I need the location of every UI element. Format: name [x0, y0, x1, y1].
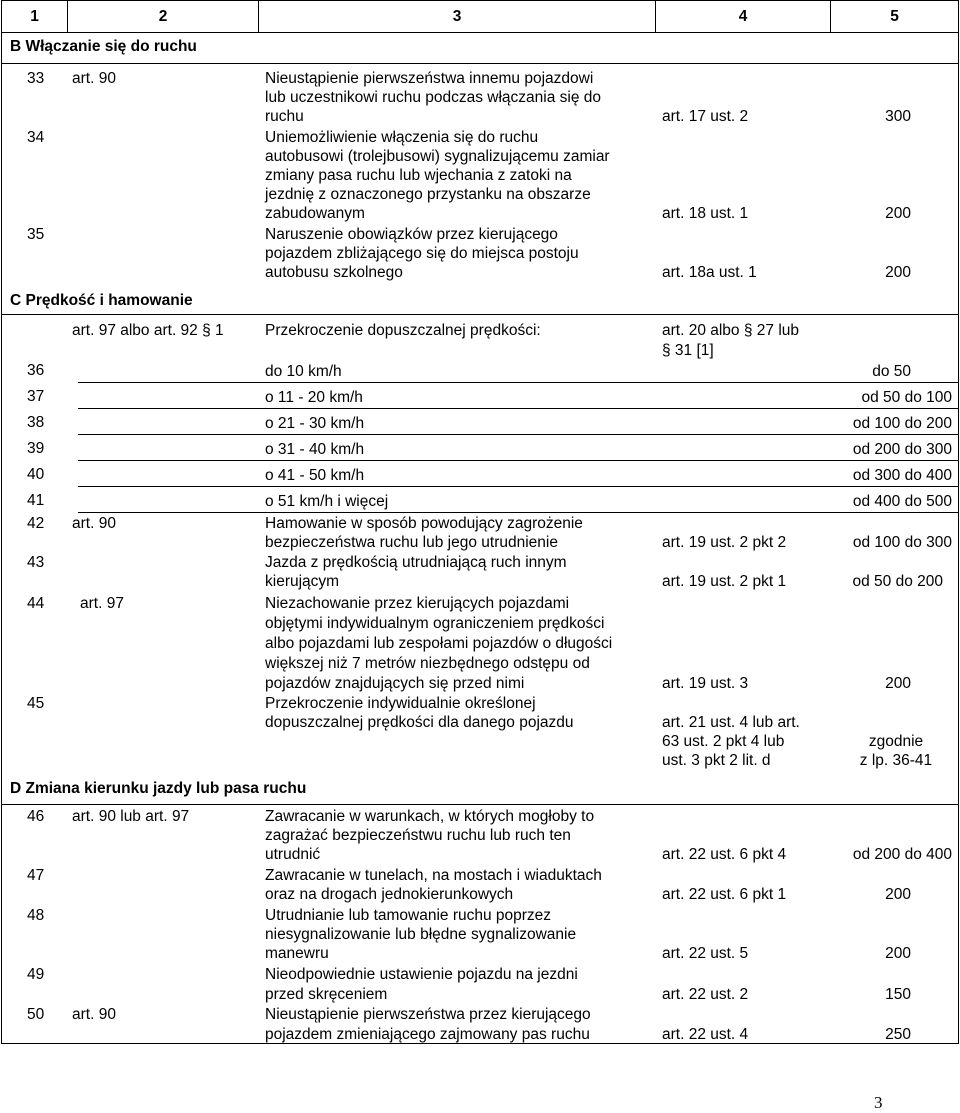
header-bottom-line [1, 32, 959, 33]
fine-amount: od 100 do 200 [852, 415, 952, 432]
legal-reference: art. 20 albo § 27 lub [662, 322, 800, 339]
row-number: 50 [27, 1006, 45, 1023]
fine-amount: od 200 do 400 [852, 846, 952, 863]
row-number: 35 [27, 226, 45, 243]
description-line: dopuszczalnej prędkości dla danego pojazdu [265, 714, 574, 731]
fine-amount: od 300 do 400 [852, 467, 952, 484]
legal-reference: art. 19 ust. 2 pkt 1 [662, 573, 787, 590]
article: art. 90 lub art. 97 [72, 808, 190, 825]
description-line: autobusowi (trolejbusowi) sygnalizującemu zamiar [265, 148, 610, 165]
description-line: Jazda z prędkością utrudniającą ruch innym [265, 554, 567, 571]
description-line: albo pojazdami lub zespołami pojazdów o długości [265, 635, 613, 652]
fine-amount: 150 [885, 986, 911, 1003]
speed-range: o 51 km/h i więcej [265, 493, 389, 510]
description-line: pojazdów znajdujących się przed nimi [265, 675, 525, 692]
description-line: lub uczestnikowi ruchu podczas włączania się do [265, 89, 602, 106]
description-line: Nieustąpienie pierwszeństwa przez kierującego [265, 1006, 591, 1023]
fine-amount: do 50 [872, 363, 911, 380]
description-line: pojazdem zbliżającego się do miejsca postoju [265, 245, 579, 262]
row-number: 42 [27, 515, 45, 532]
row-number: 48 [27, 907, 45, 924]
fine-amount: od 100 do 300 [852, 534, 952, 551]
legal-reference: art. 19 ust. 2 pkt 2 [662, 534, 787, 551]
section-d-line [1, 804, 959, 805]
speed-row-line-2 [78, 408, 958, 409]
speed-range: o 21 - 30 km/h [265, 415, 365, 432]
speed-row-line-5 [78, 486, 958, 487]
border-left [1, 0, 2, 1044]
border-right [958, 0, 959, 1044]
fine-amount: zgodnie [868, 733, 924, 750]
row-number: 36 [27, 362, 45, 379]
description-line: zmiany pasa ruchu lub wjechania z zatoki na [265, 167, 572, 184]
legal-reference: art. 22 ust. 2 [662, 986, 749, 1003]
fine-amount: od 400 do 500 [852, 493, 952, 510]
speed-range: do 10 km/h [265, 363, 342, 380]
description-line: manewru [265, 945, 329, 962]
header-col-4: 4 [738, 8, 748, 25]
fine-amount: 300 [885, 108, 911, 125]
row-number: 34 [27, 129, 45, 146]
description-line: Uniemożliwienie włączenia się do ruchu [265, 129, 539, 146]
legal-reference: § 31 [1] [662, 342, 714, 359]
description-line: Niezachowanie przez kierujących pojazdami [265, 595, 570, 612]
legal-reference: art. 18a ust. 1 [662, 264, 757, 281]
article: art. 97 albo art. 92 § 1 [72, 322, 224, 339]
description-line: Przekroczenie indywidualnie określonej [265, 695, 536, 712]
description-line: Hamowanie w sposób powodujący zagrożenie [265, 515, 583, 532]
description-line: zagrażać bezpieczeństwu ruchu lub ruch ten [265, 827, 571, 844]
description-line: Nieodpowiednie ustawienie pojazdu na jezdni [265, 966, 578, 983]
description-line: utrudnić [265, 846, 321, 863]
description-line: objętymi indywidualnym ograniczeniem prędkości [265, 615, 605, 632]
fine-amount: 200 [885, 675, 911, 692]
description-line: kierującym [265, 573, 340, 590]
description-line: Zawracanie w tunelach, na mostach i wiaduktach [265, 867, 602, 884]
speed-range: o 31 - 40 km/h [265, 441, 365, 458]
description-line: Zawracanie w warunkach, w których mogłoby to [265, 808, 595, 825]
description-line: przed skręceniem [265, 986, 388, 1003]
border-top [1, 0, 959, 1]
row-number: 43 [27, 554, 45, 571]
description-line: Naruszenie obowiązków przez kierującego [265, 226, 558, 243]
fine-amount: od 50 do 100 [861, 389, 952, 406]
speed-range: o 11 - 20 km/h [265, 389, 363, 406]
legal-reference: art. 18 ust. 1 [662, 205, 749, 222]
fine-amount: od 200 do 300 [852, 441, 952, 458]
article: art. 90 [72, 70, 116, 87]
legal-reference: 63 ust. 2 pkt 4 lub [662, 733, 785, 750]
section-c-title: C Prędkość i hamowanie [10, 292, 193, 309]
legal-reference: art. 22 ust. 6 pkt 1 [662, 886, 787, 903]
header-col-1: 1 [30, 8, 39, 25]
article: art. 90 [72, 515, 116, 532]
row-number: 45 [27, 695, 45, 712]
row-number: 39 [27, 440, 45, 457]
page-number: 3 [874, 1093, 883, 1112]
legal-reference: art. 17 ust. 2 [662, 108, 749, 125]
fine-amount: 250 [885, 1026, 911, 1043]
row-number: 33 [27, 70, 45, 87]
header-col-5: 5 [890, 8, 899, 25]
speed-row-line-6 [78, 512, 958, 513]
speed-row-line-3 [78, 434, 958, 435]
row-number: 41 [27, 492, 45, 509]
section-b-line [1, 63, 959, 64]
fine-amount: od 50 do 200 [852, 573, 943, 590]
section-b-title: B Włączanie się do ruchu [10, 38, 197, 55]
legal-reference: ust. 3 pkt 2 lit. d [662, 752, 771, 769]
row-number: 38 [27, 414, 45, 431]
description-line: Nieustąpienie pierwszeństwa innemu pojazdowi [265, 70, 594, 87]
fine-amount: 200 [885, 205, 911, 222]
section-d-title: D Zmiana kierunku jazdy lub pasa ruchu [10, 780, 307, 797]
legal-reference: art. 22 ust. 6 pkt 4 [662, 846, 787, 863]
fine-amount: 200 [885, 945, 911, 962]
article: art. 90 [72, 1006, 116, 1023]
description-line: autobusu szkolnego [265, 264, 403, 281]
description-line: Utrudnianie lub tamowanie ruchu poprzez [265, 907, 552, 924]
article: art. 97 [80, 595, 124, 612]
description-line: ruchu [265, 108, 304, 125]
row-number: 37 [27, 388, 45, 405]
section-c-line [1, 314, 959, 315]
legal-reference: art. 22 ust. 4 [662, 1026, 749, 1043]
legal-reference: art. 22 ust. 5 [662, 945, 749, 962]
header-col-3: 3 [452, 8, 462, 25]
row-number: 44 [27, 595, 45, 612]
description-line: pojazdem zmieniającego zajmowany pas ruchu [265, 1026, 590, 1043]
speed-range: o 41 - 50 km/h [265, 467, 365, 484]
description-line: zabudowanym [265, 205, 365, 222]
description-line: niesygnalizowanie lub błędne sygnalizowanie [265, 926, 577, 943]
row-number: 40 [27, 466, 45, 483]
description-line: większej niż 7 metrów niezbędnego odstępu od [265, 655, 590, 672]
header-col-2: 2 [158, 8, 168, 25]
description-line: oraz na drogach jednokierunkowych [265, 886, 514, 903]
fine-amount: 200 [885, 886, 911, 903]
row-number: 46 [27, 808, 45, 825]
fine-amount: z lp. 36-41 [859, 752, 933, 769]
row-number: 49 [27, 966, 45, 983]
legal-reference: art. 21 ust. 4 lub art. [662, 714, 800, 731]
fine-amount: 200 [885, 264, 911, 281]
description-line: jezdnię z oznaczonego przystanku na obszarze [265, 186, 591, 203]
description-line: Przekroczenie dopuszczalnej prędkości: [265, 322, 541, 339]
legal-reference: art. 19 ust. 3 [662, 675, 749, 692]
speed-row-line-4 [78, 460, 958, 461]
row-number: 47 [27, 867, 45, 884]
description-line: bezpieczeństwa ruchu lub jego utrudnienie [265, 534, 558, 551]
speed-row-line-1 [78, 382, 958, 383]
